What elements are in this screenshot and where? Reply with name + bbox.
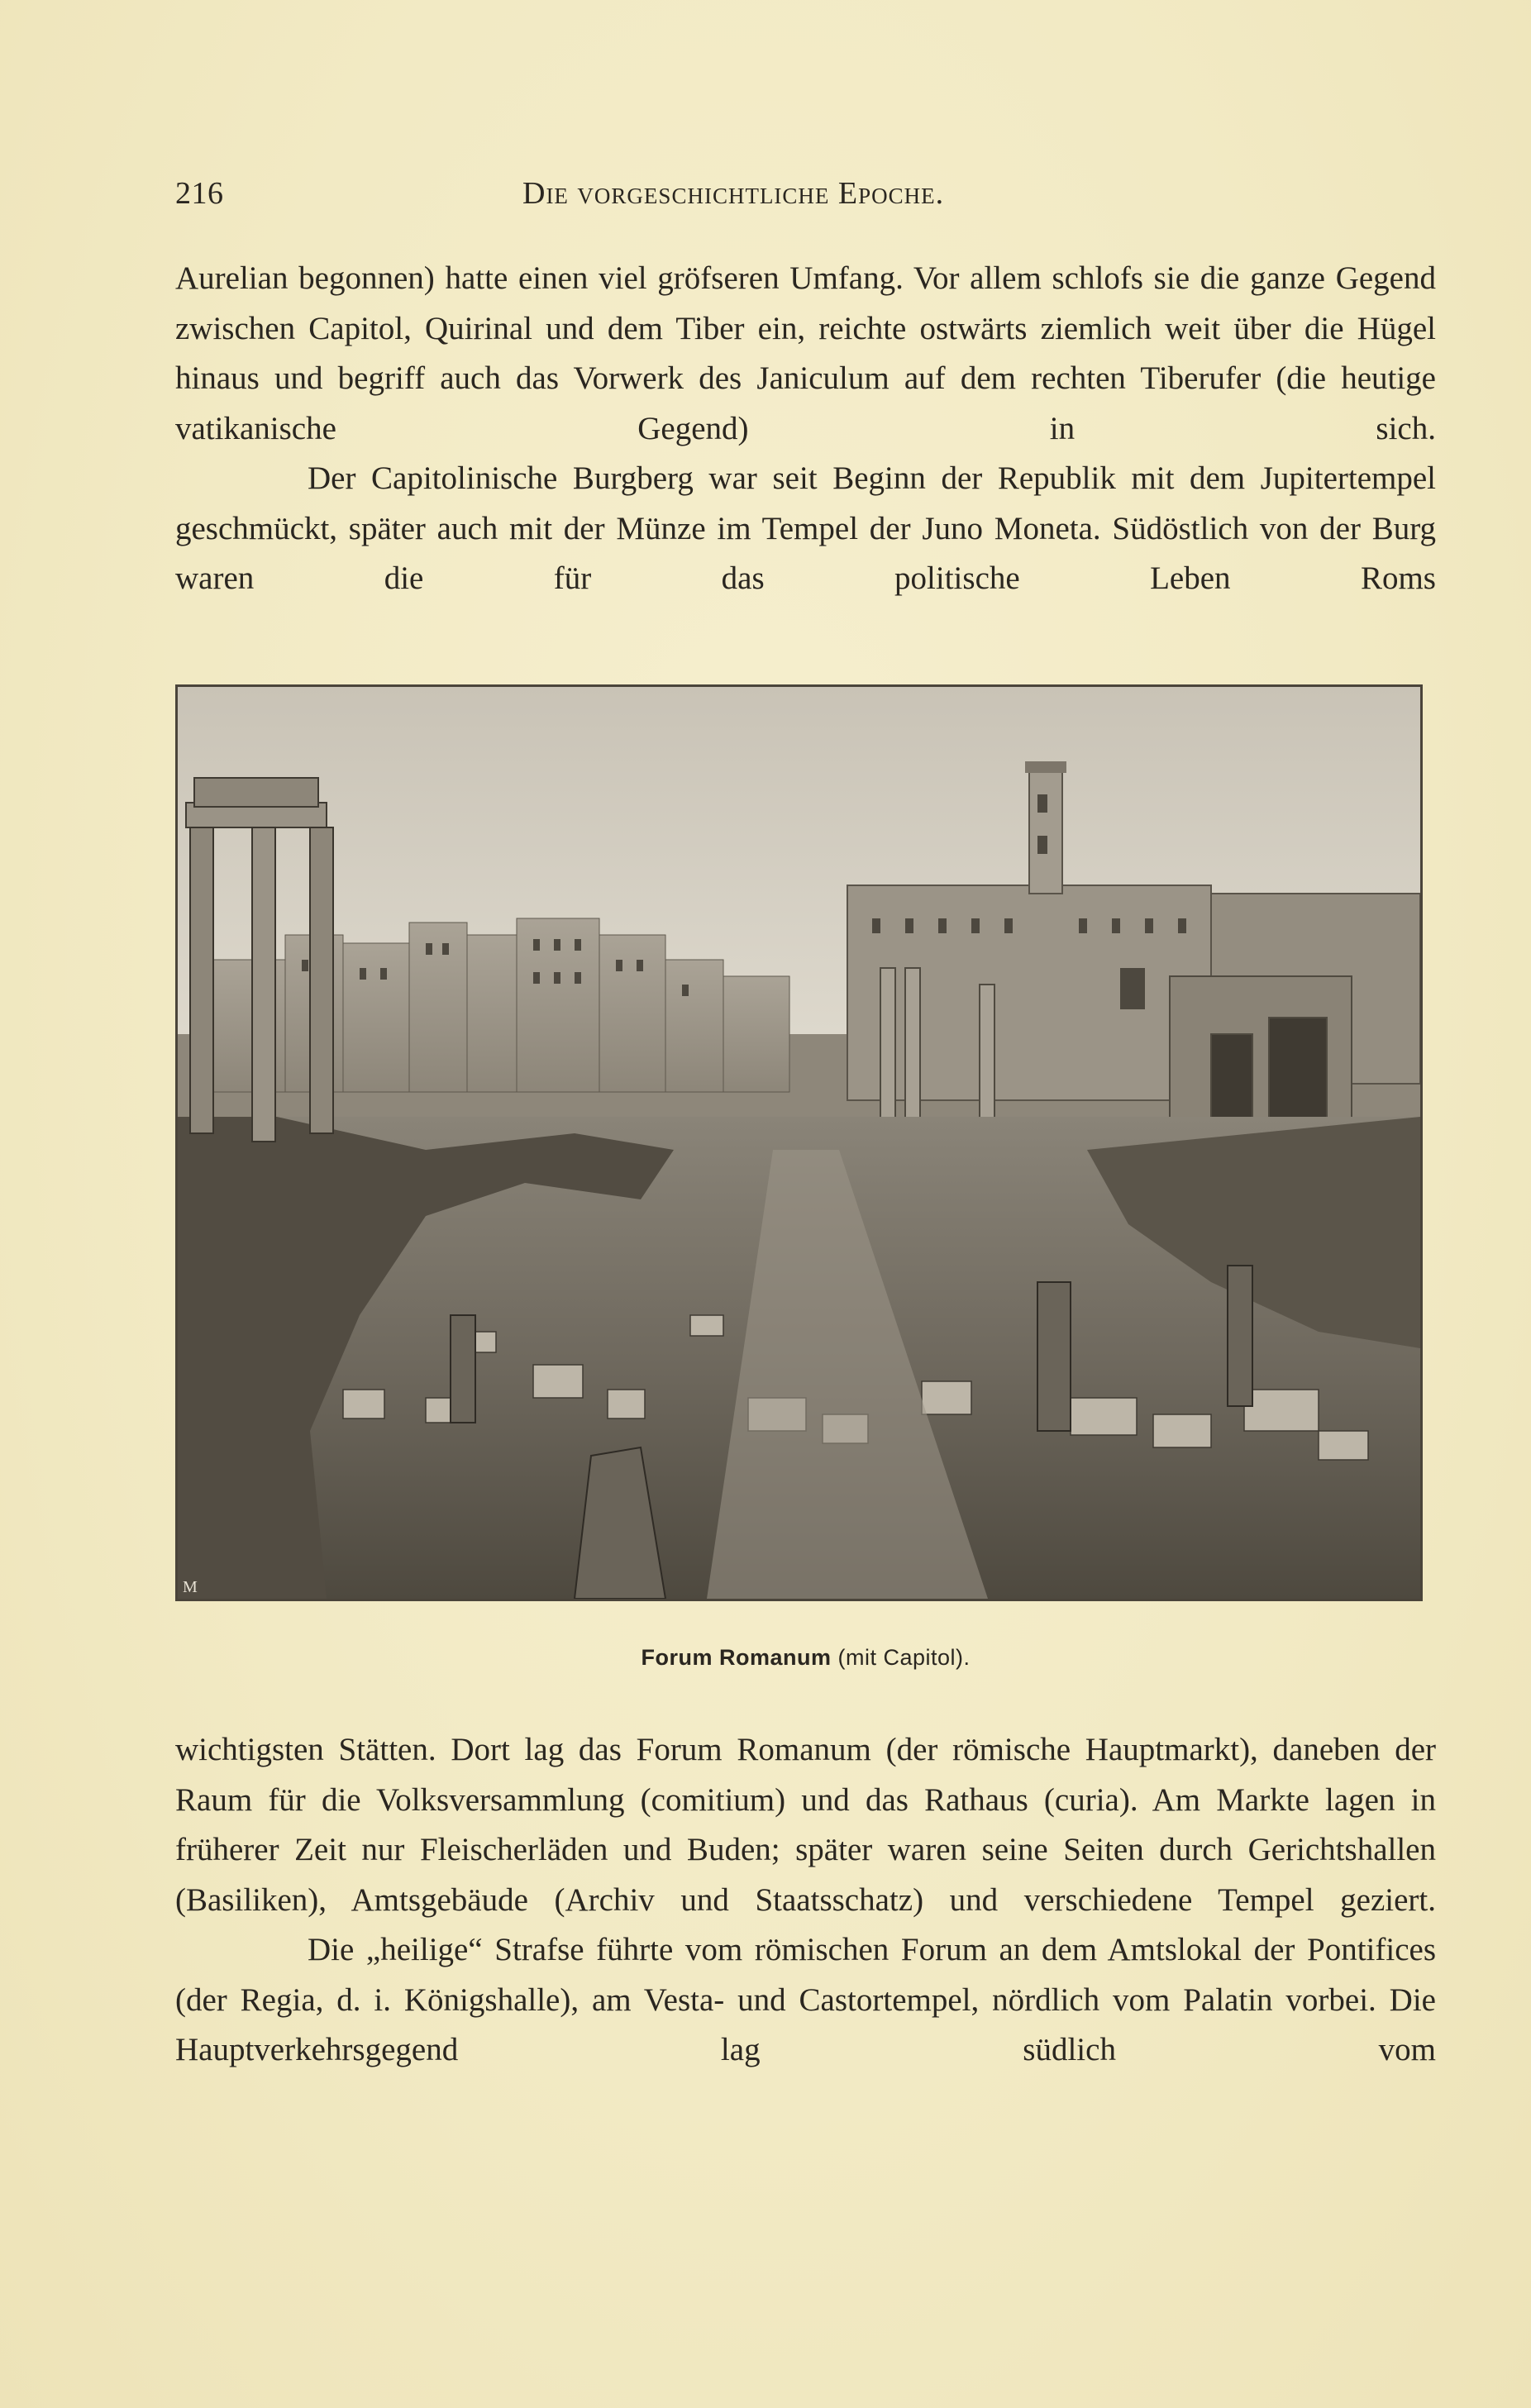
running-head-title: Die vorgeschichtliche Epoche.: [522, 176, 945, 211]
caption-title: Forum Romanum: [641, 1645, 832, 1670]
paragraph: Der Capitolinische Burgberg war seit Beginn der Republik mit dem Jupitertempel geschmückt, später auch mit der Münze im Tempel der Juno Moneta. Südöstlich von der Burg waren die für das politische Leben Roms: [175, 460, 1436, 596]
paragraph: Die „heilige“ Strafse führte vom römischen Forum an dem Amtslokal der Pontifices (der Regia, d. i. Königshalle), am Vesta- und Castortempel, nördlich vom Palatin vorbei. Die Hauptverkehrsgegend lag südlich vom: [175, 1932, 1436, 2067]
running-head: [175, 175, 1436, 218]
photo-monogram: M: [183, 1578, 198, 1596]
temple-of-castor-columns: [186, 778, 333, 1142]
caption-note: (mit Capitol).: [837, 1645, 971, 1670]
figure-caption: [175, 1645, 1436, 1671]
body-text-bottom: [175, 1725, 1436, 2076]
paragraph: wichtigsten Stätten. Dort lag das Forum Romanum (der römische Hauptmarkt), daneben der Raum für die Volksversammlung (comitium) und das Rathaus (curia). Am Markte lagen in früherer Zeit nur Fleischerläden und Buden; später waren seine Seiten durch Gerichtshallen (Basiliken), Amtsgebäude (Archiv und Staatsschatz) und verschiedene Tempel geziert.: [175, 1732, 1436, 1918]
forum-romanum-photograph: [175, 684, 1423, 1601]
page-number: 216: [175, 176, 224, 211]
body-text-top: [175, 254, 1436, 604]
paragraph: Aurelian begonnen) hatte einen viel gröfseren Umfang. Vor allem schlofs sie die ganze Gegend zwischen Capitol, Quirinal und dem Tiber ein, reichte ostwärts ziemlich weit über die Hügel hinaus und begriff auch das Vorwerk des Janiculum auf dem rechten Tiberufer (die heutige vatikanische Gegend) in sich.: [175, 260, 1436, 446]
photo-illustration: [178, 687, 1420, 1599]
